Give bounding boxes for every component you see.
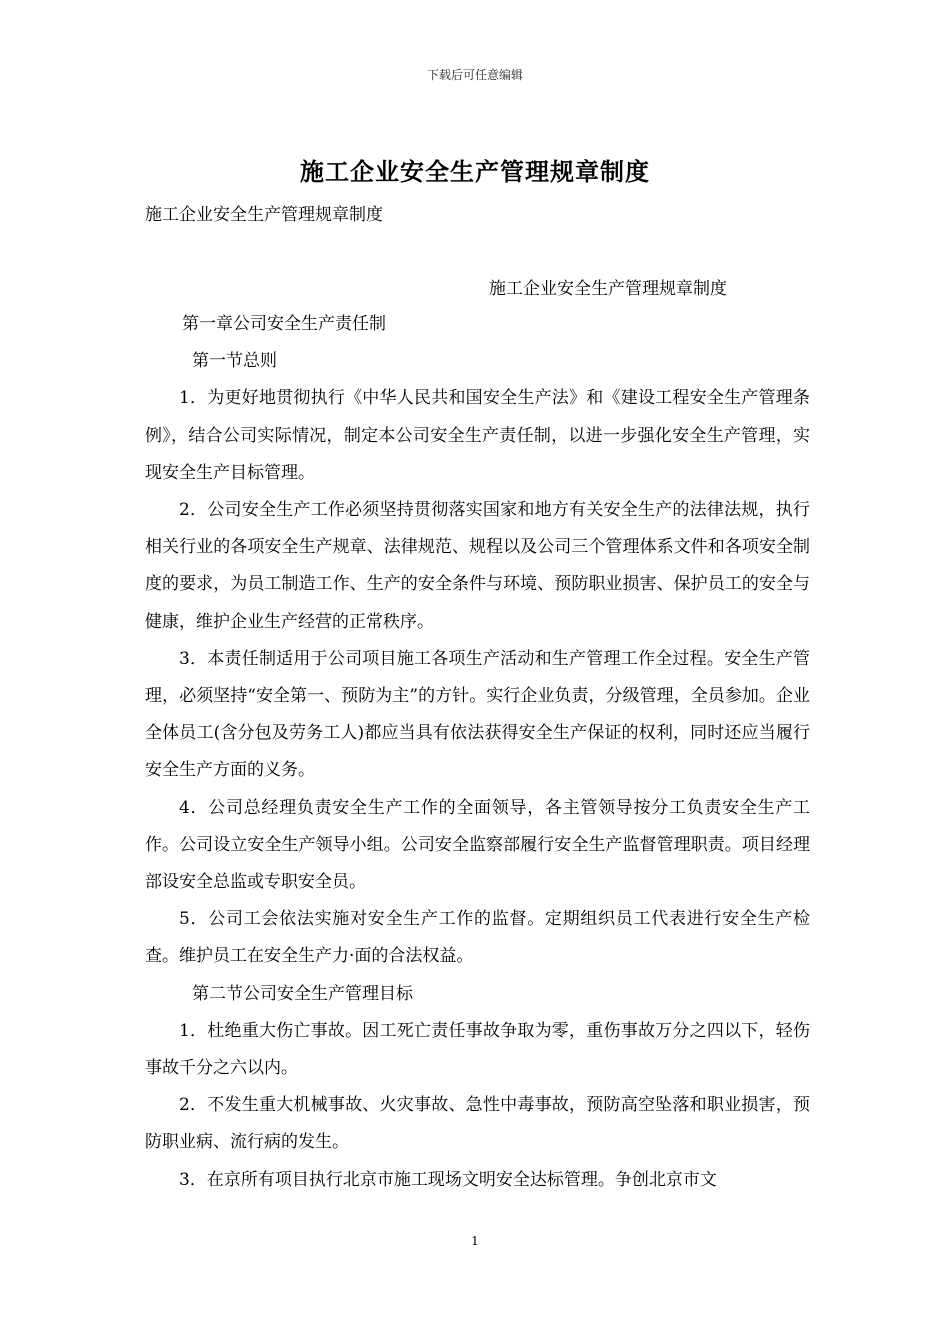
document-subtitle: 施工企业安全生产管理规章制度 [145,205,383,225]
paragraph: 1．为更好地贯彻执行《中华人民共和国安全生产法》和《建设工程安全生产管理条例》，结合公司实际情况，制定本公司安全生产责任制，以进一步强化安全生产管理，实现安全生产目标管理。 [145,388,810,483]
paragraph: 1．杜绝重大伤亡事故。因工死亡责任事故争取为零，重伤事故万分之四以下，轻伤事故千分之六以内。 [145,1020,810,1079]
paragraph: 4．公司总经理负责安全生产工作的全面领导，各主管领导按分工负责安全生产工作。公司设立安全生产领导小组。公司安全监察部履行安全生产监督管理职责。项目经理部设安全总监或专职安全员。 [145,797,810,893]
page-number: 1 [471,1234,479,1248]
section-heading: 第一节总则 [192,351,277,372]
right-aligned-title: 施工企业安全生产管理规章制度 [489,279,727,299]
paragraph: 2．公司安全生产工作必须坚持贯彻落实国家和地方有关安全生产的法律法规，执行相关行业的各项安全生产规章、法律规范、规程以及公司三个管理体系文件和各项安全制度的要求，为员工制造工作、生产的安全条件与环境、预防职业损害、保护员工的安全与健康，维护企业生产经营的正常秩序。 [145,500,810,632]
paragraph: 3．本责任制适用于公司项目施工各项生产活动和生产管理工作全过程。安全生产管理，必须坚持“安全第一、预防为主”的方针。实行企业负责，分级管理，全员参加。企业全体员工(含分包及劳务工人)都应当具有依法获得安全生产保证的权利，同时还应当履行安全生产方面的义务。 [145,648,810,781]
document-body [145,306,810,1199]
document-title: 施工企业安全生产管理规章制度 [300,157,650,186]
section-heading: 第二节公司安全生产管理目标 [192,983,413,1004]
paragraph: 5．公司工会依法实施对安全生产工作的监督。定期组织员工代表进行安全生产检查。维护员工在安全生产力·面的合法权益。 [145,909,810,967]
header-note: 下载后可任意编辑 [426,68,523,82]
paragraph: 2．不发生重大机械事故、火灾事故、急性中毒事故，预防高空坠落和职业损害，预防职业病、流行病的发生。 [145,1095,810,1153]
chapter-heading: 第一章公司安全生产责任制 [182,314,386,334]
paragraph: 3．在京所有项目执行北京市施工现场文明安全达标管理。争创北京市文 [179,1169,717,1190]
